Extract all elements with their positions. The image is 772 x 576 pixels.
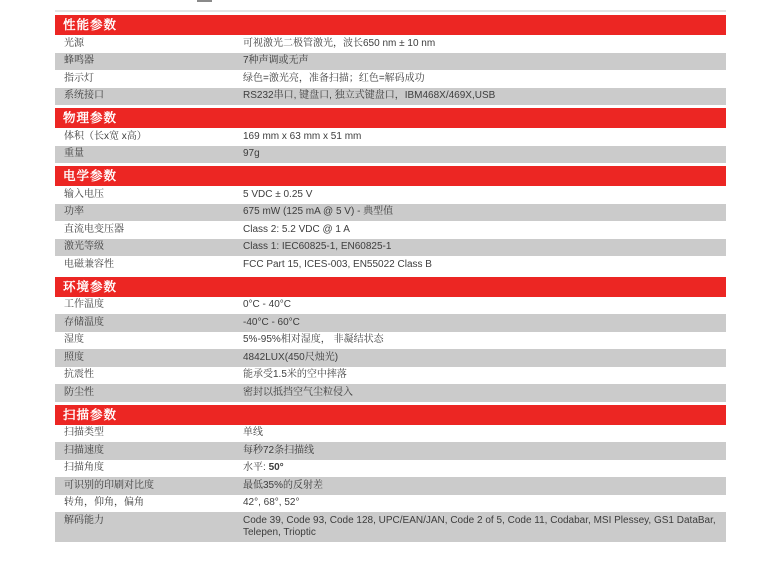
spec-section (55, 108, 726, 163)
spec-row-label: 工作温度 (64, 299, 104, 310)
spec-row-value-text: 5%-95%相对湿度， 非凝结状态 (243, 334, 384, 345)
spec-row-value (243, 148, 726, 161)
spec-row-label: 体积（长x宽 x高） (64, 130, 147, 142)
spec-row (55, 35, 726, 53)
spec-row (55, 314, 726, 332)
spec-row-label: 系统接口 (64, 90, 104, 101)
spec-row (55, 442, 726, 460)
spec-row (55, 425, 726, 443)
spec-row-value (243, 259, 726, 272)
spec-row (55, 512, 726, 542)
spec-row-value (243, 224, 726, 237)
spec-row (55, 53, 726, 71)
spec-row-value-text: -40°C - 60°C (243, 316, 300, 328)
spec-row (55, 146, 726, 164)
spec-row (55, 349, 726, 367)
spec-row-value-text: 最低35%的反射差 (243, 479, 324, 491)
spec-row-value-text: RS232串口, 键盘口, 独立式键盘口，IBM468X/469X,USB (243, 90, 496, 101)
spec-row-label: 抗震性 (64, 369, 94, 380)
spec-row-value-text: FCC Part 15, ICES-003, EN55022 Class B (243, 258, 432, 270)
spec-row-value (243, 352, 726, 365)
spec-row (55, 367, 726, 385)
spec-row-value (243, 241, 726, 254)
spec-row-label: 重量 (64, 148, 84, 159)
spec-row-value-text: 4842LUX(450尺烛光) (243, 351, 339, 363)
spec-row-value-bold: 50° (268, 462, 284, 473)
spec-row-value (243, 387, 726, 400)
spec-row-label: 扫描类型 (64, 427, 104, 438)
spec-row-value (243, 299, 726, 312)
spec-row-label: 转角，仰角，偏角 (64, 497, 144, 508)
spec-row (55, 332, 726, 350)
spec-row-value-text: Class 1: IEC60825-1, EN60825-1 (243, 241, 392, 252)
section-header: 电学参数 (55, 166, 726, 186)
spec-table (55, 10, 726, 542)
section-header: 扫描参数 (55, 405, 726, 425)
spec-section (55, 166, 726, 274)
spec-row-value (243, 445, 726, 458)
spec-row (55, 495, 726, 513)
spec-row (55, 221, 726, 239)
section-rows (55, 186, 726, 274)
spec-row-value-text: 密封以抵挡空气尘粒侵入 (243, 386, 353, 398)
spec-row (55, 256, 726, 274)
spec-row-label: 照度 (64, 351, 84, 363)
section-rows (55, 425, 726, 543)
spec-row-value-text: 单线 (243, 427, 263, 438)
spec-row-label: 解码能力 (64, 514, 104, 526)
spec-row (55, 297, 726, 315)
spec-row-value-text: 水平: (243, 462, 269, 473)
section-rows (55, 297, 726, 402)
spec-row-value-text: 可视激光二极管激光，波长650 nm ± 10 nm (243, 37, 436, 49)
spec-row-value-text: 0°C - 40°C (243, 299, 292, 310)
section-rows (55, 128, 726, 163)
spec-row-value (243, 73, 726, 86)
spec-row-label: 蜂鸣器 (64, 55, 94, 66)
spec-row-value (243, 131, 726, 144)
spec-row (55, 239, 726, 257)
spec-row-value-text: 5 VDC ± 0.25 V (243, 188, 313, 200)
spec-row-value (243, 189, 726, 202)
spec-row-value (243, 334, 726, 347)
spec-row-label: 扫描角度 (64, 462, 104, 473)
cropped-text-artifact (197, 0, 212, 2)
spec-row (55, 460, 726, 478)
spec-row-label: 防尘性 (64, 386, 94, 398)
spec-row-value-text: Class 2: 5.2 VDC @ 1 A (243, 223, 350, 235)
spec-row-value-text: Code 39, Code 93, Code 128, UPC/EAN/JAN, Code 2 of 5, Code 11, Codabar, MSI Plessey, GS1 DataBar, Telepen, Trioptic (243, 514, 716, 538)
spec-section (55, 405, 726, 543)
spec-row-value-text: 每秒72条扫描线 (243, 444, 315, 456)
spec-row-label: 扫描速度 (64, 444, 104, 456)
spec-row-value (243, 38, 726, 51)
spec-row-value-text: 169 mm x 63 mm x 51 mm (243, 130, 362, 142)
spec-row-value-text: 绿色=激光亮，准备扫描；红色=解码成功 (243, 72, 425, 84)
spec-row-label: 湿度 (64, 334, 84, 345)
spec-row-label: 输入电压 (64, 188, 104, 200)
spec-row-value-text: 97g (243, 148, 260, 159)
spec-row (55, 70, 726, 88)
spec-row-label: 指示灯 (64, 72, 94, 84)
spec-row-value (243, 515, 726, 540)
spec-row-value-text: 675 mW (125 mA @ 5 V) - 典型值 (243, 206, 394, 217)
spec-row-value (243, 462, 726, 475)
spec-row-value (243, 369, 726, 382)
spec-row-value-text: 能承受1.5米的空中摔落 (243, 369, 347, 380)
section-rows (55, 35, 726, 105)
section-header: 环境参数 (55, 277, 726, 297)
spec-row (55, 128, 726, 146)
spec-row (55, 384, 726, 402)
spec-row-value (243, 90, 726, 103)
spec-row (55, 204, 726, 222)
section-header: 物理参数 (55, 108, 726, 128)
spec-row-label: 直流电变压器 (64, 223, 124, 235)
spec-row-value (243, 480, 726, 493)
section-header: 性能参数 (55, 15, 726, 35)
spec-row-value-text: 7种声调或无声 (243, 55, 309, 66)
spec-row (55, 186, 726, 204)
spec-row-value-text: 42°, 68°, 52° (243, 497, 300, 508)
spec-row-label: 功率 (64, 206, 84, 217)
spec-row-label: 光源 (64, 37, 84, 49)
spec-row (55, 88, 726, 106)
spec-row-value (243, 427, 726, 440)
spec-row-value (243, 206, 726, 219)
spec-row-label: 存储温度 (64, 316, 104, 328)
spec-section (55, 277, 726, 402)
spec-row-label: 可识别的印刷对比度 (64, 479, 154, 491)
spec-row (55, 477, 726, 495)
spec-row-value (243, 317, 726, 330)
spec-row-value (243, 497, 726, 510)
table-top-rule (55, 10, 726, 12)
spec-row-label: 电磁兼容性 (64, 258, 114, 270)
spec-row-value (243, 55, 726, 68)
spec-row-label: 激光等级 (64, 241, 104, 252)
spec-section (55, 15, 726, 105)
